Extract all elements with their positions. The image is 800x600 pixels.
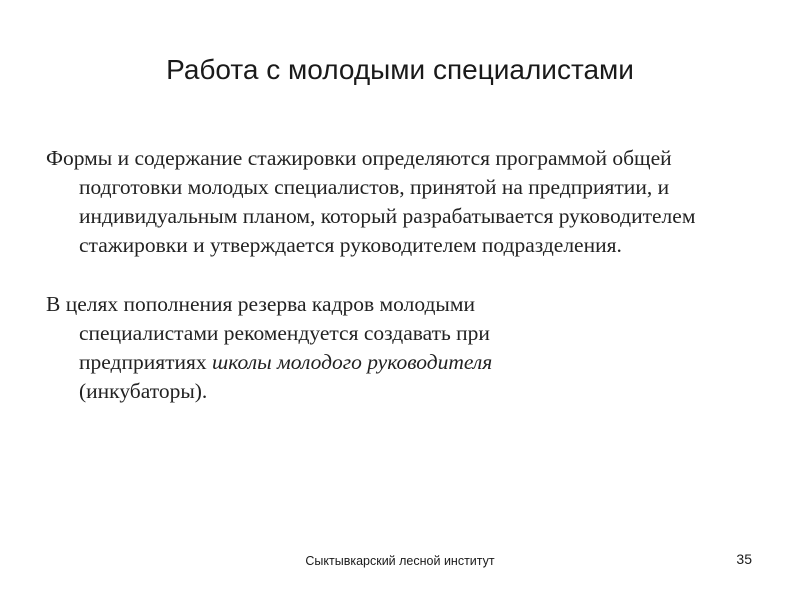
paragraph-internship: Формы и содержание стажировки определяются программой общей подготовки молодых специалистов, принятой на предприятии, и индивидуальным планом, который разрабатывается руководителем стажировки и утверждается руководителем подразделения. [46,146,696,257]
paragraph-reserve-text: В целях пополнения резерва кадров молодыми специалистами рекомендуется создавать при предприятиях [46,292,490,374]
footer-institute: Сыктывкарский лесной институт [305,554,495,568]
slide-title: Работа с молодыми специалистами [166,54,634,85]
paragraph-reserve-ending: (инкубаторы). [79,379,208,403]
paragraph-reserve [46,290,766,406]
slide-body [46,144,766,436]
paragraph-reserve-emphasis: школы молодого руководителя [212,350,493,374]
page-number: 35 [736,551,752,567]
